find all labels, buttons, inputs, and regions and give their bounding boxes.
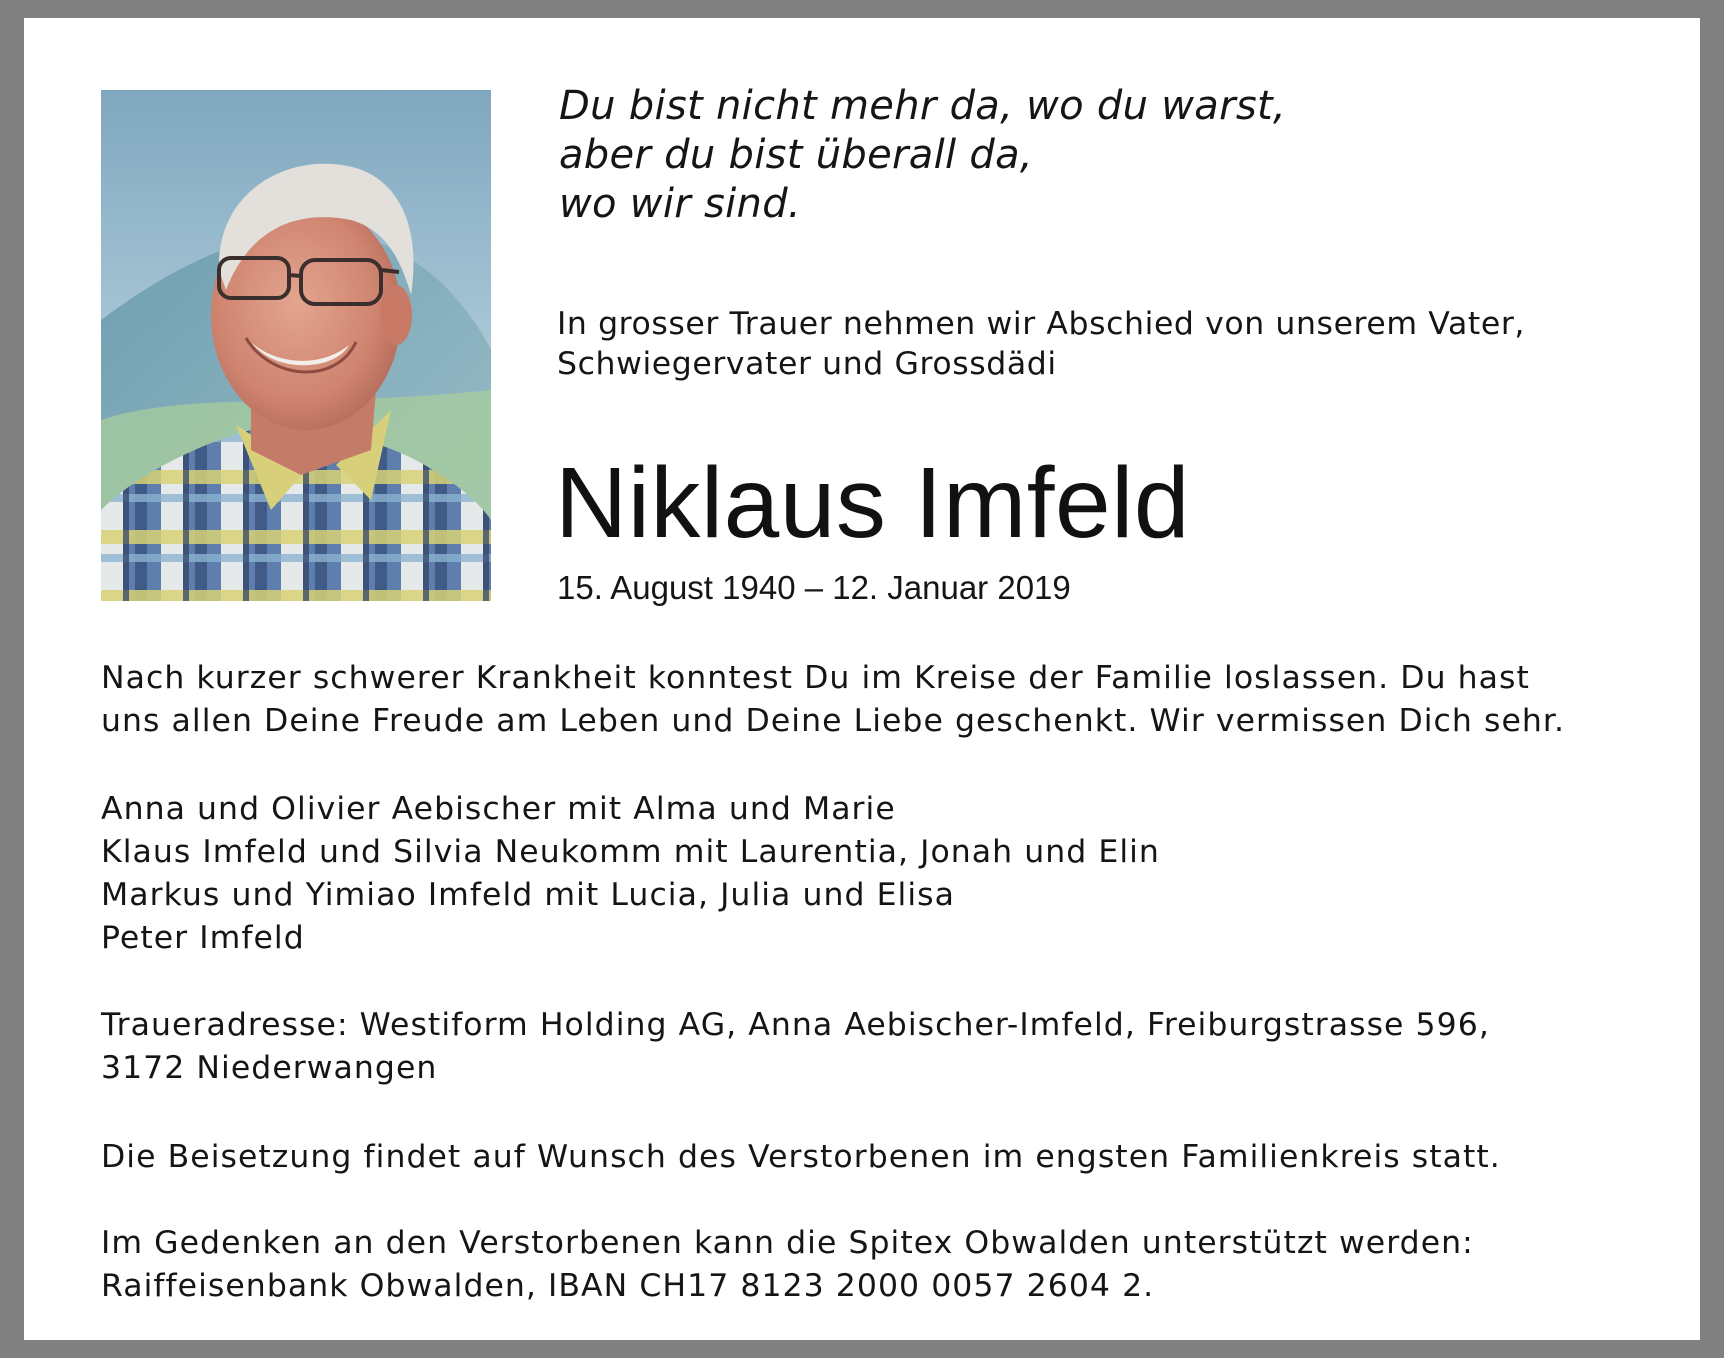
family-list xyxy=(101,788,1160,960)
quote-line: aber du bist überall da, xyxy=(559,132,1033,178)
burial-notice xyxy=(101,1136,1501,1179)
intro-line: Schwiegervater und Grossdädi xyxy=(557,346,1057,382)
burial-line: Die Beisetzung findet auf Wunsch des Verstorbenen im engsten Familienkreis statt. xyxy=(101,1139,1501,1175)
family-line: Klaus Imfeld und Silvia Neukomm mit Laurentia, Jonah und Elin xyxy=(101,834,1160,870)
donation-line: Im Gedenken an den Verstorbenen kann die Spitex Obwalden unterstützt werden: xyxy=(101,1225,1474,1261)
donation-notice xyxy=(101,1222,1474,1308)
family-line: Anna und Olivier Aebischer mit Alma und Marie xyxy=(101,791,896,827)
message-line: uns allen Deine Freude am Leben und Deine Liebe geschenkt. Wir vermissen Dich sehr. xyxy=(101,703,1566,739)
family-line: Markus und Yimiao Imfeld mit Lucia, Julia und Elisa xyxy=(101,877,955,913)
farewell-message xyxy=(101,657,1565,743)
address-line: 3172 Niederwangen xyxy=(101,1050,438,1086)
portrait-photo xyxy=(101,90,491,601)
quote-line: Du bist nicht mehr da, wo du warst, xyxy=(559,83,1287,129)
intro-text xyxy=(557,304,1525,384)
address-line: Traueradresse: Westiform Holding AG, Anna Aebischer-Imfeld, Freiburgstrasse 596, xyxy=(101,1007,1490,1043)
message-line: Nach kurzer schwerer Krankheit konntest Du im Kreise der Familie loslassen. Du hast xyxy=(101,660,1530,696)
intro-line: In grosser Trauer nehmen wir Abschied von unserem Vater, xyxy=(557,306,1525,342)
life-dates: 15. August 1940 – 12. Januar 2019 xyxy=(557,569,1071,606)
mourning-address xyxy=(101,1004,1490,1090)
donation-line: Raiffeisenbank Obwalden, IBAN CH17 8123 2000 0057 2604 2. xyxy=(101,1268,1155,1304)
deceased-name: Niklaus Imfeld xyxy=(555,447,1190,559)
family-line: Peter Imfeld xyxy=(101,920,305,956)
memorial-quote xyxy=(559,82,1286,229)
quote-line: wo wir sind. xyxy=(559,181,801,227)
